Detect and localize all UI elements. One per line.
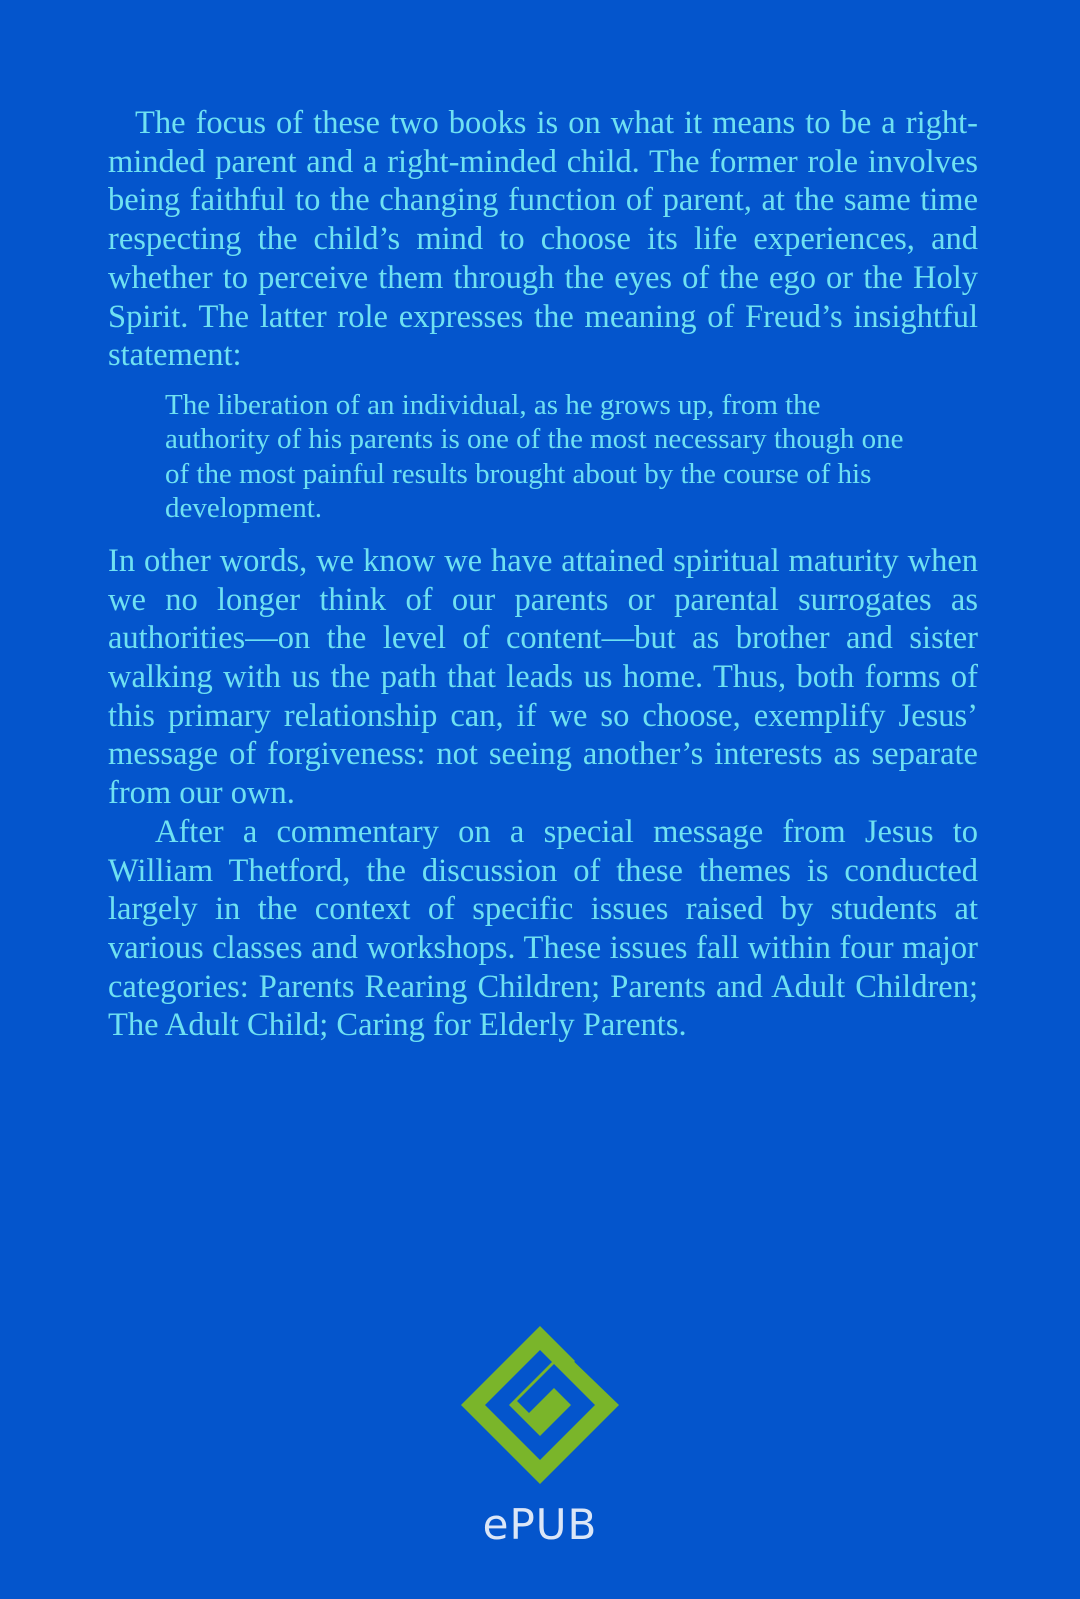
cover-description	[108, 104, 978, 1045]
description-paragraph-2: In other words, we know we have attained spiritual maturity when we no longer think of our parents or parental surrogates as authorities—on the level of content—but as brother and sister walking with us the path that leads us home. Thus, both forms of this primary relationship can, if we so choose, exemplify Jesus’ message of forgiveness: not seeing another’s interests as separate from our own.	[108, 542, 978, 812]
freud-quote: The liberation of an individual, as he grows up, from the authority of his parents is one of the most necessary though one of the most painful results brought about by the course of his development.	[165, 388, 904, 525]
description-paragraph-1: The focus of these two books is on what it means to be a right-minded parent and a right-minded child. The former role involves being faithful to the changing function of parent, at the same time respecting the child’s mind to choose its life experiences, and whether to perceive them through the eyes of the ego or the Holy Spirit. The latter role expresses the meaning of Freud’s insightful statement:	[108, 105, 978, 374]
epub-logo-label: ePUB	[482, 1500, 598, 1549]
epub-logo-icon	[461, 1326, 619, 1484]
description-paragraph-3: After a commentary on a special message from Jesus to William Thetford, the discussion of these themes is conducted largely in the context of specific issues raised by students at various classes and workshops. These issues fall within four major categories: Parents Rearing Children; Parents and Adult Children; The Adult Child; Caring for Elderly Parents.	[108, 813, 978, 1044]
